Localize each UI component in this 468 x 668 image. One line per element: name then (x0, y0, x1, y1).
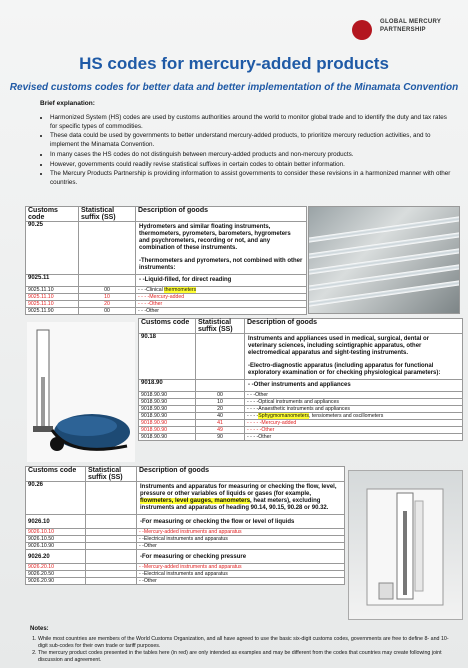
row-code: 9026.10.90 (26, 543, 86, 550)
row-desc (136, 301, 307, 308)
table-row (139, 392, 463, 399)
col-header-code: Customs code (26, 467, 86, 482)
page-subtitle: Revised customs codes for better data and better implementation of the Minamata Convention (9, 82, 459, 93)
row-code: 9026.20.50 (26, 571, 86, 578)
hs-table-9026 (25, 466, 345, 585)
row-desc: - -Electrical instruments and apparatus (137, 571, 345, 578)
notes-heading: Notes: (30, 626, 49, 632)
row-desc (245, 399, 463, 406)
row-suffix (86, 571, 137, 578)
row-code: 9018.90.90 (139, 434, 196, 441)
row-desc-text: - - - -Optical instruments and appliances (247, 399, 339, 405)
col-header-suffix: Statistical suffix (SS) (196, 319, 245, 334)
heading-code: 90.25 (26, 222, 79, 275)
row-suffix (86, 529, 137, 536)
sphygmomanometer-photo (27, 322, 135, 462)
row-desc (136, 294, 307, 301)
row-desc-text: - - - - -Other (247, 427, 275, 433)
row-code: 9025.11.10 (26, 287, 79, 294)
row-desc: - -Other (137, 543, 345, 550)
group-suffix (86, 515, 137, 529)
row-suffix: 10 (196, 399, 245, 406)
table-row (139, 434, 463, 441)
gmp-logo (352, 14, 462, 54)
table-row (26, 294, 307, 301)
row-code: 9018.90.90 (139, 420, 196, 427)
page-title: HS codes for mercury-added products (79, 54, 389, 73)
row-suffix (86, 578, 137, 585)
table-row (26, 564, 345, 571)
row-desc-text: - - -Clinical (138, 287, 165, 293)
col-header-code: Customs code (26, 207, 79, 222)
row-desc (245, 413, 463, 420)
heading-code: 90.26 (26, 482, 86, 515)
row-code: 9025.11.10 (26, 294, 79, 301)
sphygmomanometer-illustration (27, 322, 135, 462)
row-desc (245, 434, 463, 441)
row-desc-text: - - -Other (138, 308, 160, 314)
table-row (26, 287, 307, 294)
highlighted-products: flowmeters, level gauges, manometers (140, 498, 251, 504)
row-desc-text: - - - - -Mercury-added (247, 420, 297, 426)
group-row (26, 515, 345, 529)
subheading-code: 9018.90 (139, 380, 196, 392)
row-desc: - -Mercury-added instruments and apparatus (137, 529, 345, 536)
table-row (26, 543, 345, 550)
row-suffix: 00 (196, 392, 245, 399)
row-desc (245, 427, 463, 434)
row-suffix: 90 (196, 434, 245, 441)
row-desc-highlight: thermometers (164, 287, 197, 293)
note-item: 1. While most countries are members of the World Customs Organization, and all have agreed to use the basic six-digit customs codes, governments are free to define 8- and 10-digit sub-codes for their own trade or tariff purposes. (38, 636, 458, 650)
table-row (139, 413, 463, 420)
row-desc: - -Other (137, 578, 345, 585)
brief-heading: Brief explanation: (40, 100, 95, 107)
heading-desc: Instruments and apparatus for measuring or checking the flow, level, pressure or other variables of liquids or gases (for example, flowmeters, level gauges, manometers, heat meters), excluding instruments and apparatus of heading 90.14, 90.15, 90.28 or 90.32. (137, 482, 345, 515)
row-suffix: 10 (79, 294, 136, 301)
row-desc-text: - - -Other (247, 392, 269, 398)
row-suffix (86, 536, 137, 543)
row-code: 9026.10.50 (26, 536, 86, 543)
row-desc (245, 392, 463, 399)
table-row (26, 529, 345, 536)
col-header-code: Customs code (139, 319, 196, 334)
manometer-illustration (349, 471, 462, 619)
heading-desc: Instruments and appliances used in medical, surgical, dental or veterinary sciences, including scintigraphic apparatus, other electromedical apparatus and sight-testing instruments. -Electro-diagnostic apparatus (including apparatus for functional exploratory examination or for checking physiological parameters): (245, 334, 463, 380)
bullet-item: • Harmonized System (HS) codes are used by customs authorities around the world to monitor global trade and to identify the duty and tax rates for specific types of commodities. (50, 114, 455, 131)
hs-table-9025 (25, 206, 307, 315)
row-desc (136, 308, 307, 315)
row-suffix: 41 (196, 420, 245, 427)
heading-code: 90.18 (139, 334, 196, 380)
row-desc (136, 287, 307, 294)
heading-desc: Hydrometers and similar floating instruments, thermometers, pyrometers, barometers, hygrometers and psychrometers, recording or not, and any combination of these instruments. -Thermometers and pyrometers, not combined with other instruments: (136, 222, 307, 275)
bullet-item: • These data could be used by governments to better understand mercury-added products, to prioritize mercury reduction activities, and to implement the Minamata Convention. (50, 132, 455, 149)
row-suffix: 20 (79, 301, 136, 308)
row-desc-text: - - - -Other (138, 301, 163, 307)
group-desc: -For measuring or checking the flow or level of liquids (137, 515, 345, 529)
row-code: 9026.20.10 (26, 564, 86, 571)
logo-text: GLOBAL MERCURY PARTNERSHIP (380, 19, 442, 33)
thermometers-photo (308, 206, 460, 314)
col-header-desc: Description of goods (136, 207, 307, 222)
row-code: 9018.90.90 (139, 392, 196, 399)
table-row (26, 571, 345, 578)
manometer-photo (348, 470, 463, 620)
bullet-item: • In many cases the HS codes do not distinguish between mercury-added products and non-mercury products. (50, 151, 455, 160)
group-code: 9026.20 (26, 550, 86, 564)
hs-table-9018 (138, 318, 463, 441)
row-suffix: 00 (79, 308, 136, 315)
row-desc-highlight: Sphygmomanometers (258, 413, 309, 419)
row-code: 9018.90.90 (139, 427, 196, 434)
row-desc (245, 406, 463, 413)
table-row (139, 420, 463, 427)
row-code: 9025.11.90 (26, 308, 79, 315)
subheading-code: 9025.11 (26, 275, 79, 287)
bullet-item: • The Mercury Products Partnership is providing information to assist governments to consider these revisions in a harmonized manner with other countries. (50, 170, 455, 187)
row-code: 9018.90.90 (139, 406, 196, 413)
table-row (139, 427, 463, 434)
col-header-suffix: Statistical suffix (SS) (86, 467, 137, 482)
subheading-desc: - -Other instruments and appliances (245, 380, 463, 392)
table-row (139, 406, 463, 413)
row-suffix (86, 543, 137, 550)
brief-bullets (40, 114, 455, 189)
table-row (26, 578, 345, 585)
row-code: 9026.10.10 (26, 529, 86, 536)
row-code: 9018.90.90 (139, 413, 196, 420)
col-header-desc: Description of goods (137, 467, 345, 482)
row-suffix: 49 (196, 427, 245, 434)
row-code: 9018.90.90 (139, 399, 196, 406)
row-suffix (86, 564, 137, 571)
notes-list (30, 636, 458, 664)
group-code: 9026.10 (26, 515, 86, 529)
group-desc: -For measuring or checking pressure (137, 550, 345, 564)
row-desc (245, 420, 463, 427)
row-code: 9026.20.90 (26, 578, 86, 585)
row-desc-suffix: , tensiometers and oscillometers (308, 413, 384, 419)
row-suffix: 40 (196, 413, 245, 420)
row-suffix: 00 (79, 287, 136, 294)
row-desc: - -Electrical instruments and apparatus (137, 536, 345, 543)
row-suffix: 20 (196, 406, 245, 413)
col-header-desc: Description of goods (245, 319, 463, 334)
row-desc-text: - - - -Anaesthetic instruments and appliances (247, 406, 350, 412)
group-suffix (86, 550, 137, 564)
table-row (26, 308, 307, 315)
row-desc-text: - - - -Other (247, 434, 272, 440)
table-row (26, 536, 345, 543)
col-header-suffix: Statistical suffix (SS) (79, 207, 136, 222)
row-desc: - -Mercury-added instruments and apparatus (137, 564, 345, 571)
row-desc-text: - - - -Mercury-added (138, 294, 185, 300)
row-code: 9025.11.10 (26, 301, 79, 308)
note-item: 2. The mercury product codes presented in the tables here (in red) are only intended as examples and may be different from the codes that countries may create following joint discussion and agreement. (38, 650, 458, 664)
table-row (26, 301, 307, 308)
table-row (139, 399, 463, 406)
logo-mark-icon (352, 20, 372, 40)
group-row (26, 550, 345, 564)
bullet-item: • However, governments could readily revise statistical suffixes in certain codes to obtain better information. (50, 161, 455, 170)
subheading-desc: - -Liquid-filled, for direct reading (136, 275, 307, 287)
row-desc-text: - - - - (247, 413, 259, 419)
